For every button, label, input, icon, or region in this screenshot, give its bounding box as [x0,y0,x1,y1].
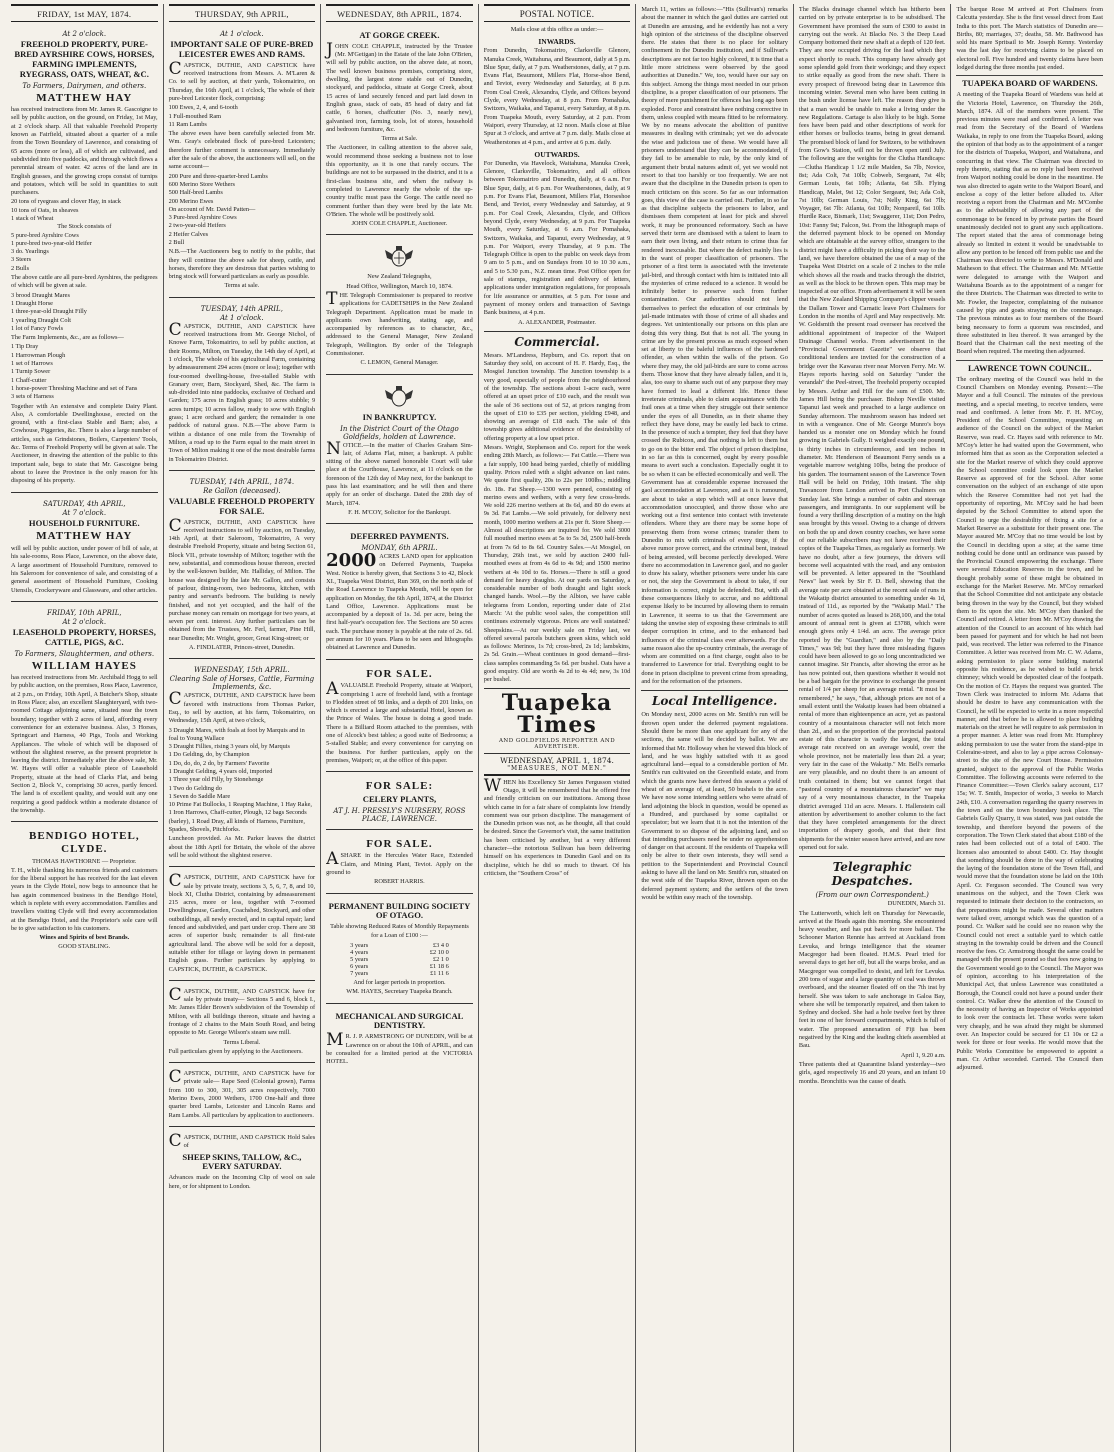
table-row [348,956,451,963]
ad-signature: ROBERT HARRIS. [374,878,425,886]
list-item: The Stock consists of [57,223,112,231]
ad-item-list [11,343,158,401]
ad-heading: FOR SALE. [366,667,433,680]
ad-body: AVALUABLE Freehold Property, situate at Waipori, comprising 1 acre of freehold land, with a frontage to Flodden street of 98 links, and a depth of 201 links, on which is erected a large and substantial Hotel, known as the Prince of Wales. The house is doing a good trade. There is a Billiard Room attached to the premises, with one of Alcock's best tables; a good suite of Bedrooms; a 5-stalled Stable; and every convenience for carrying on the business. For further particulars, apply on the premises, Waipori; or, at the office of this paper. [326,679,473,764]
ad-heading: FOR SALE: [365,780,434,793]
table-row [348,970,451,977]
list-item: 5 pure-bred Ayrshire Cows [11,231,79,239]
commercial-article: Messrs. M'Landress, Hepburn, and Co. report that on Saturday they sold, on account of H. F. Hardy, Esq., the Mosgiel Junction township. The Junction township is a very good, especially of people from the neighbourhood of the township. The sections about 1-acre each, were offered at an upset price of £10 each, and the result was the sale of 36 sections out of 52, at prices ranging from the upset of £10 to £35 per section, yielding £948, and showing an average of £18 each. The sale of this township gives additional evidence of the desirability of offering property at a low upset price. [483,351,631,442]
ad-body: Advances made on the Incoming Clip of wool on sale here, or for shipment to London. [168,1174,316,1190]
column-4 [479,4,637,1452]
list-item: 3 do. Yearlings [11,248,49,256]
ad-heading: BENDIGO HOTEL, CLYDE. [29,830,140,855]
ad-item-list [11,292,158,333]
list-item: 2 Bull [168,238,185,246]
ad-body: The above ewes have been carefully selected from Mr. Wm. Gray's celebrated flock of pure-bred Leicesters; therefore further comment is unnecessary. Immediately after the sale of the above, the auctioneers will sell, on the same account— [168,130,316,171]
postmaster-signature: A. ALEXANDER, Postmaster. [518,318,596,326]
list-item: 3 Draught Fillies, rising 3 years old, by Marquis [168,743,290,751]
ad-terms: Terms Liberal. [223,1038,261,1046]
table-cell: 3 years [350,941,369,949]
list-item: 2 Bulls [11,264,30,272]
ad-heading: FREEHOLD PROPERTY, PURE-BRED AYRSHIRE COWS, HORSES, FARMING IMPLEMENTS, RYEGRASS, OATS, WHEAT, &C. [14,39,155,79]
list-item: 1 three-year-old Draught Filly [11,308,87,316]
board-of-wardens-report: A meeting of the Tuapeka Board of Wardens was held at the Victoria Hotel, Lawrence, on Thursday the 26th, March, 1874. All of the members were present. The previous minutes were read and confirmed. A letter was read from the Secretary of the Board of Wardens Waikaka, in reply to one from the Tuapeka Board, asking the opinion of that body as to the appointment of a ranger for the districts of Tuapeka, Waipori, and Waitahuna, and concurring in that view. The Chairman was directed to reply thereto, stating that as no reply had been received from Waipori nothing could be done in the meantime. He was also directed to again write to the Waipori Board, and enclose a copy of the letter before alluded to. After receiving a report from the Chairman and Mr. M'Combe as to the advisability of allowing any part of the commonage to be fenced in by private parties the Board unanimously decided not to grant any such applications. The report stated that the area of commonage being already so limited in extent it would be unadvisable to allow any portion to be fenced off from public use and the Chairman was directed to write to Messrs. M'Donald and Matheson to that effect. The Chairman and Mr. M'Gettie were delegated to arrange with the Waipori and Waitahuna Boards as to the appointment of a ranger for the three Districts. The Chairman was directed to write to Mr. Fowler, the Inspector, complaining of the nuisance caused by pigs and goats straying on the commonage. The previous minutes as to four members of the Board being necessary to form a quorum was rescinded, and three substituted in lieu thereof. It was arranged by the Board that the Chairman call the next meeting of the Board when required. The meeting then adjourned. [956,91,1104,356]
list-item: 1 yearling Draught Colt [11,316,71,324]
editorial-article-continued: March 11, writes as follows:—"His (Sullivan's) remarks about the manner in which the gaol duties are carried out at Dunedin are amusing, and he evidently has not a very high opinion of the strictness of the discipline observed there. He states that there is no place for solitary confinement in the Dunedin institution, and if Sullivan's descriptions are not far too highly colored, it is time that a little more strictness were observed by the good authorities at Dunedin." We, too, would have our say on this subject. Among the things most needed in our prison discipline, is a proper classification of our prisoners. The theory of mere punishment for offences has long ago been exploded. Force and constraint have nothing corrective in them, unless coupled with means fitted to be reformatory. We by no means advocate the abolition of punitive measures in dealing with criminals; yet we do advocate the wise and judicious use of these. We would have all prisoners understand that they can be accommodated, if they fail to be amenable to rule, by the only kind of argument their brutal natures admit of, yet we would not resort to that too harshly or too frequently. We are not aware that the discipline in the Dunedin prison is open to much criticism on this score. So far as our information goes, this view of the case is carried out. Further, in so far as that discipline subjects the prisoners to labor, and dismisses them competent at least for pick and shovel work, it may be pronounced reformatory. Such as have served their term are dismissed with a talent to learn to earn their own living, and their return to crime thus far rendered inexcusable. But where the defect mainly lies is in the want of proper classification of prisoners. The prisoner of a first term is associated with the inveterate jail-bird, and through contact with him is initiated into all the mysteries of crime reduced to a science. It would be infinitely better to preserve such from further contamination. Our authorities should not lend themselves to perfect the education of our criminals by jail-made intimates with those of crime of all shades and degrees. Yet unintentionally our prisons on this plan are doing this very thing. But that is not all. The young in crime are by the present process as much exposed when set at liberty to the baleful influences of the hardened offender, as when within the walls of the prison. Go where they may, the old jail-birds are sure to come across them. Those know that they have already fallen, and it is, alas, too easy to shame such out of any purpose they may have formed to lead a different life. Hence these inveterate criminals, able to claim acquaintance with the frail ones at a time when they struggle out their sentence under the eyes of all Dunedin, as in their shame they reflect they have done, may be easily led back to crime. In the presence of such a tempter, they feel that they have crossed the Rubicon, and that nothing is left to them but to go on to the bitter end. The object of prison discipline, in so far as this is concerned, ought by every possible means to avert such a conclusion. Especially ought it to be so when it can be effected economically and well. The Government has at considerable expense increased the gaol accommodation at Lawrence, and as it is rumoured, are about to take a step which will at once leave that accommodation unoccupied, and throw those who are working out a first sentence into contact with inveterate offenders. Where they are there may be some hope of preserving them from worse crimes; transfer them to Dunedin to mix with criminals of every tinge, if the above rumor prove correct, and the criminal bent, instead of being arrested, will become perfectly developed. Were there no accommodation in Lawrence gaol, and no gaoler to draw his salary, whether prisoners were under his care or not, the step the Government is about to take, if our information is correct, might be defended. But, with all these consequences likely to accrue, and no additional expense likely to be incurred by allowing them to remain in Lawrence, it seems to us that the Government are taking the unwise step of exposing these criminals to still deeper corruption in crime, and to the enhanced bad influences of the criminal class ever afterwards. For the same reason also the up-country criminals, the average of whom are committed on a first charge, ought also to be transferred to Lawrence for trial. Everything ought to be done in prison discipline to prevent crime from spreading, and for the reformation of the prisoners. [641,6,788,686]
ad-footer: GOOD STABLING. [58,943,111,951]
ad-body: MR. J. P. ARMSTRONG OF DUNEDIN, Will be at Lawrence on or about the 10th of APRIL, and can be consulted for a limited period at the VICTORIA HOTEL. [326,1030,473,1066]
advertisement-fairfield-sale [11,26,158,493]
list-item: 3 Draught Mares, with foals at foot by Marquis and in foal to Young Wallace [168,726,305,742]
list-item: 2 Heifer Calves [168,230,209,238]
ad-body: CAPSTICK, DUTHIE, AND CAPSTICK have for private sale— Rape Seed (Colonial grown), Farms from 100 to 300, 301, 305 acres respectively, 7000 Merino Ewes, 2000 Wethers, 1700 One-half and three quarter bred Lambs, Leicester and Lincoln Rams and Ram Lambs. All particulars by application to auctioneers. [168,1067,316,1119]
ad-body: JOHN COLE CHAPPLE, instructed by the Trustee (Mr. M'Getigan) in the Estate of the late John O'Brien, will sell by public auction, on the above date, at noon, The well known business premises, comprising store, dwelling, the largest stone stable out of Dunedin, stockyard, and paddocks, situate at Gorge Creek, about 15 acres of land securely fenced and part laid down in English grass, stack of oats, 85 head of dairy and fat cattle, 6 horses, chaffcutter (No. 3, nearly new), galvanised iron, farming tools, lot of stores, household and bedroom furniture, &c. [326,39,473,133]
advertisement-bendigo-hotel [11,825,158,958]
acreage-figure: 2000 [326,550,377,572]
ad-subheading: To Farmers, Slaughtermen, and others. [14,649,155,658]
issue-date: WEDNESDAY, APRIL 1, 1874. [484,753,631,765]
divider [956,360,1103,361]
ad-item-list [11,198,158,273]
advertisement-hercules-share [326,833,473,894]
list-item: 3 brood Draught Mares [11,291,70,299]
ad-body: has received instructions from Mr. Archibald Hogg to sell by public auction, on the premises, Ross Place, Lawrence, at 2 p.m., on Friday, 10th April, A Butcher's Shop, situate in Ross Place; also, an excellent Slaughteryard, with two-roomed Cottage adjoining same, situated near the town boundary; together with 2 acres of land, affording every convenience for an extensive business. Also, 3 Horses, Springcart and Harness, 40 Pigs, Tools and Working Appliances. The whole of which will be disposed of without the slightest reserve, as the present proprietor is leaving the district. Immediately after the above sale, Mr. W. Hayes will offer a valuable piece of Leasehold Property, situate at the head of Clarks Flat, and being Section 2, Block V., comprising 30 acres, partly fenced. The land is of excellent quality, and would suit any one requiring a good paddock within a moderate distance of the township. [11,674,158,814]
ad-heading: MECHANICAL AND SURGICAL DENTISTRY. [335,1010,464,1031]
advertisement-milton-sections [169,984,316,1063]
telegraphic-text: Three patients died at Quarantine Island yesterday—two girls, aged respectively 16 and 20 years, and an infant 10 months. Bronchitis was the cause of death. [798,1060,946,1085]
ad-body: And for larger periods in proportion. [353,978,446,986]
list-item: 100 Ewes, 2, 4, and 6-tooth [168,104,238,112]
column-1 [6,4,164,1452]
list-item: 1 Harrowman Plough [11,351,66,359]
ad-signature: A. FINDLATER, Princes-street, Dunedin. [188,644,295,652]
column-date-header: THURSDAY, 9th APRIL, [169,4,316,22]
telegraphic-dateline: DUNEDIN, March 31. [887,900,946,908]
list-item: 200 Merino Ewes [168,197,214,205]
list-item: 1 Full-mouthed Ram [168,112,222,120]
postal-inwards-text: From Dunedin, Tokomairiro, Clarksville Glenore, Manuka Creek, Waitahuna, and Beaumont, daily at 5 p.m. Blue Spur, daily, at 7 p.m. Weatherstones, daily, at 7 p.m. Evans Flat, Beaumont, Millers Flat, Horse-shoe Bend, and Teviot, every Wednesday and Saturday, at 8 p.m. From Coal Creek, Alexandra, Clyde, and Offices beyond Clyde, every Wednesday, at 8 p.m. From Pomahaka, Switzers, Waikaka, and Tapanui, every Saturday, at 8 p.m. From Tuapeka Mouth, every Saturday, at 2 p.m. From Waipori, every Thursday, at 12 noon. Mails close at Blue Spur at 3 o'clock, and arrive at 7 p.m. daily. Mails close at Weatherstones at 4 p.m., and arrive at 6 p.m. daily. [483,47,631,146]
ad-date: TUESDAY, 14th APRIL, [200,304,283,313]
ad-heading: LEASEHOLD PROPERTY, HORSES, CATTLE, PIGS, &C. [12,626,156,647]
ad-body: Table showing Reduced Rates of Monthly Repayments for a Loan of £100 :— [330,923,469,939]
ad-subheading: Re Gallon (deceased). [203,486,281,495]
table-cell: £1 18 6 [429,962,449,970]
ad-item-list [169,727,316,835]
list-item: 1 Draught Horse [11,299,53,307]
list-item: 1 pure-bred two-year-old Heifer [11,239,92,247]
ad-footer: Wines and Spirits of best Brands. [39,934,130,942]
ad-heading: FOR SALE. [366,837,433,850]
list-item: 10 tons of Oats, in sheaves [11,206,79,214]
ad-body: N.B.—The Auctioneers beg to notify to the public, that they will continue the above sale for sheep, cattle, and horses, therefore they are desirous that parties wishing to bring stock will forward particulars as early as possible. [168,248,316,281]
postal-outwards-text: For Dunedin, via Havelock, Waitahuna, Manuka Creek, Glenore, Clarksville, Tokomairiro, and all offices between Tokomairiro and Dunedin, daily, at 6 a.m. For Blue Spur, daily, at 6 p.m. For Weatherstones, daily, at 9 p.m. For Evans Flat, Beaumont, Millers Flat, Horseshoe Bend, and Teviot, every Wednesday and Saturday, at 9 p.m. For Coal Creek, Alexandra, Clyde, and Offices beyond Clyde, every Wednesday, at 9 p.m. For Tuapeka Mouth, every Saturday, at 6 a.m. For Pomahaka, Switzers, Waikaka, and Tapanui, every Wednesday, at 9 p.m. For Waipori, every Thursday, at 9 p.m. The Telegraph Office is open to the public on week days from 9 am to 5 p.m., and on Sundays from 10 to 10 30 a.m., and 5 to 5.30 p.m., N.Z. mean time. Post Office open for sale of stamps, registration and delivery of letters, applications under immigration regulations, for proposals for life assurance or annuities, at 5 p.m. For issue and payment of money orders and transaction of Savings Bank business, at 4 p.m. [483,159,631,317]
ad-terms: Terms at sale. [224,282,260,290]
divider [956,75,1103,76]
ad-heading: PERMANENT BUILDING SOCIETY OF OTAGO. [328,900,471,921]
list-item: 1 Do, do, do, 2 do, by Farmers' Favorite [168,759,270,767]
ad-time: At 7 o'clock. [62,508,107,517]
ad-signature: F. H. M'COY, Solicitor for the Bankrupt. [348,508,451,516]
table-row [348,963,451,970]
telegraphic-dateline: April 1, 9.20 a.m. [900,1051,946,1059]
outwards-heading: OUTWARDS. [534,149,580,159]
advertisement-leicester-ewes [169,26,316,298]
table-row [348,949,451,956]
list-item: 1 stack of Wheat [11,215,54,222]
local-news-text: The Blacks drainage channel which has hitherto been carried on by private enterprise is to be subsidised. The Government have promised the sum of £300 to assist in carrying out the work. At Blacks No. 3 the Deep Lead Company bottomed their new shaft at a depth of 120 feet. They are now occupied driving for the lead which they expect shortly to reach. This company have already got some splendid gold from their workings; and they expect to strike equally as good from the new shaft. There is every prospect of firewood being dear in Lawrence this incoming winter. Several men who have been cutting in the bush under license have left. The reason they give is that a man would be unable to make a living under the new Regulations. Cartage is also likely to be high. Some fees have been paid and other descriptions of work for either horses or bullocks teams, being in great demand. The promised block of land for Switzers, to be withdrawn from Gow's Station, will not be thrown open until July. The following are the weights for the Clutha Handicaps:—Clutha Handicap 1 1/2 mile Maiden, Sa 7lb, Novice, 8st; Ada Colt, 7st 10lb; Cobweb, Sergeant, 7st 4lb; German Louis, 6st 10lb; Atlanta, 6st 5lb. Flying Handicap, Malet, 9st 12; Color Sergeant, 9st; Ada Colt, 7st 10lb; German Louis, 7st; Nelly King, 6st 7lb; Voyager, 6st 7lb: Atlanta, 6st 10lb; Nonpareil, 6st 10lb. Hurdle Race, Bismark, 11st; Swaggerer, 11st; Don Pedro, 10st: Fanny 9st; Falcon, 9st. From the lithograph maps of the deferred payment block to be opened on Monday which are obtainable at the survey office, strangers to the district might have a difficulty in picking their way to the land, we have therefore obtained the use of a map of the Tuapeka West District on a scale of 2 inches to the mile which shows all the roads and tracks through the district, as well as the block to be thrown open. This map may be inspected at our office. From advertisement it will be seen that the New Zealand Shipping Company's clipper vessels the Dallam Tower and Carnatic leave Port Chalmers for London in the months of April and May respectively. Mr. W. Goldsmith the present road overseer has received the additional appointment of inspector of the Waipori Drainage Channel works. From advertisement in the "Provincial Government Gazette" we observe that conditional tenders are invited for the construction of a bridge over the Kawarau river near Morven Ferry. Mr. W. Hayes reports having sold on Saturday "under the verandah" the Peel-street, The freehold property occupied by Messrs. Arthur and Hill for the sum of £500. Mr. James Hill being the purchaser. Bishop Neville visited Tapanui last week and preached to a large audience on Sunday afternoon. The mushroom season has indeed set in with a vengeance. One of Mr. George Munro's boys handed us a monster one on Monday which he found growing in Gabriels Gully. It weighed exactly one pound, is thirty inches in circumference, and ten inches in diameter. Mr. Henderson of Beaumont Ferry sends us a vegetable marrow weighing 10lbs, being the produce of his garden. The tournament season of the Lawrence Town Hall will be held on Friday, 10th instant. The ship Travancore from London arrived in Port Chalmers on Sunday last. She brings a number of cabin and steerage passengers, and immigrants. In our supplement will be found a very thrilling description of a mutiny on the high seas brought by this vessel. Owing to a change of drivers on both the up and down country coaches, we have some of our reliable subscribers may not have received their copies of the Tuapeka Times, as regularly as formerly. We have no doubt, after a few journeys, the drivers will become well acquainted with the road, and any omission will be prevented. A letter appeared in the "Southland News" last week by Sir F. D. Bell, showing that the average rate per acre obtained at the recent sale of runs in the Wakatip district amounted to something under 4s 1d, instead of 11d., as reported by the "Wakatip Mail." The number of acres quoted as leased is 268,100, and the total amount of annual rent is given at £3788, which were enough gives only 4 1/4d. an acre. The average price reported by the "Guardian," and also by the "Daily Times," was 9d; but they have three misleading figures could have been allowed to go so long uncontradicted we cannot imagine. Sir Francis, after showing the error as he has now pointed out, then questions whether it would not be a bad bargain for the province to exchange the present rental of 1/4 per sheep for an average rental. "It must be remembered," he says, "that, although prices are not of a small extent until the Wakatip leases had been obtained a rental of more than eighteenpence an acre, yet as pastoral country of a mountainous character will not fetch more than 2d., and so the proportion of the provincial pastoral estate of this character is vastly the largest, the total average rate received on an average would, over the whole province, not be materially less than 2d. a year; very fair in the case of the Wakatip." Mr. Bell's remarks are very plausible, and no doubt there is an amount of truth contained in them; but we cannot forget that "pastoral country of a mountainous character" we may say of a very mountainous character, in the Tuapeka district averaged 11d an acre. Messrs. I. Hallenstein call attention by advertisement to another column to the fact that they have completed arrangements for the direct importation of drapery goods, and that their first shipments for the winter season have arrived, and are now opened out for sale. [798,6,946,851]
list-item: 20 tons of ryegrass and clover Hay, in stack [11,198,121,206]
ad-heading: VALUABLE FREEHOLD PROPERTY FOR SALE. [168,495,315,516]
postal-intro: Mails close at this office as under:— [510,26,604,33]
ad-signature: JOHN COLE CHAPPLE, Auctioneer. [351,220,448,228]
ad-date: SATURDAY, 4th APRIL, [43,499,126,508]
advertisement-gallon-estate [169,474,316,660]
column-3 [321,4,479,1452]
telegraphic-text: The Lutterworth, which left on Thursday for Newcastle, arrived at the Heads again this morning. She encountered heavy weather, and has put back for more ballast. The Schooner Marion Rennie has arrived at Auckland from Levuka, and brings intelligence that the steamer Macgregor had been floated. H.M.S. Pearl tried for several days to get her off, but all the warps broke, and as Macgregor was compelled to desist, and left for Levuka. 200 tons of sugar and a large quantity of coal was thrown overboard, and the steamer floated off on the 7th inst by herself. She was taken to safe anchorage in Galoa Bay, where she will be temporarily repaired, and then taken to Sydney and docked. She had a hole twelve feet by three feet in one of her forward compartments, which is full of water. The proposed annexation of Fiji has been negatived by the King and the leading chiefs assembled at Bau. [798,909,946,1050]
list-item: 3 Steers [11,256,32,264]
list-item: 3 sets of Harness [11,393,54,401]
ad-body: Together with An extensive and complete Dairy Plant. Also, A comfortable Dwellinghouse, erected on the ground, with a first-class Stable and Barn; also, a Cowhouse, Piggeries, &c. There is also a large number of articles, such as Grindstones, Boilers, Carpenters' Tools, &c. Terms of Freehold Property will be given at sale. The Auctioneer, in drawing the attention of the public to this important sale, begs to state that Mr. Gascoigne being about to leave the Province is the only reason for his disposing of his property. [11,402,158,485]
column-5 [636,4,794,1452]
ad-item-list [169,104,316,129]
postal-notice-heading: POSTAL NOTICE. [484,4,631,22]
advertisement-clearing-sale [169,662,316,867]
advertisement-celery-plants [326,775,473,830]
column-date-header: WEDNESDAY, 8th APRIL, 1874. [326,4,473,22]
advertisement-private-sale [169,1066,316,1127]
table-row [348,942,451,949]
newspaper-title: Tuapeka Times [501,689,613,738]
list-item: 600 Merino Store Wethers [168,180,235,188]
column-6 [794,4,952,1452]
ad-body: ASHARE in the Hercules Water Race, Extended Claim, and Mining Plant, Teviot. Apply on the ground to [326,849,473,877]
auctioneer-name: MATTHEW HAY [36,530,133,543]
royal-crest-icon [381,244,417,270]
shipping-news-text: The barque Rose M arrived at Port Chalmers from Calcutta yesterday. She is the first vessel direct from East India to this port. The March statistics of Dunedin are—Births, 80; marriages, 37; deaths, 58. Mr. Bathwood has sold his mare Spritsail to Mr. Joseph Kenny. Yesterday was the last day for receiving claims to be placed on electoral roll. Five hundred and twenty claims have been lodged during the three months just ended. [956,6,1104,72]
ad-date: FRIDAY, 10th APRIL, [47,608,122,617]
ad-terms: Terms at Sale. [381,135,418,143]
ad-heading: IN BANKRUPTCY. [362,411,437,422]
ad-signature: WM. HAYES, Secretary Tuapeka Branch. [346,988,453,996]
ad-subheading: Clearing Sale of Horses, Cattle, Farming Implements, &c. [169,675,315,692]
column-7 [951,4,1108,1452]
ad-subheading: To Farmers, Dairymen, and others. [22,81,147,90]
ad-heading: New Zealand Telegraphs, [367,273,432,281]
list-item: 1 Do Gelding, do, by Champion [168,751,250,759]
list-item: 1 Chaff-cutter [11,376,47,384]
advertisement-knowe-farm [169,301,316,471]
advertisement-telegraph-cadetships [326,238,473,374]
ad-heading: HOUSEHOLD FURNITURE. [28,517,140,528]
list-item: 1 Draught Gelding, 4 years old, imported [168,767,273,775]
ad-time: At 1 o'clock. [220,30,264,38]
commercial-article: Messrs. Wright, Stephenson and Co. report for the week ending 28th March, as follows:— Fat Cattle.—There was a fair supply, 100 head being yarded, chiefly of middling quality. Prices ruled with a slight advance on last rates. We quote first quality, 20s to 22s per 100lbs.; middling do. 18s. Fat Sheep.—1300 were penned, consisting of merino ewes and wethers, with a very few cross-breds. We sold 226 merino wethers at 8s 6d, and 80 do ewes at 9s 3d. Fat Lambs.—We sold privately, for delivery next month, 1000 merino wethers at 21s per ft. Store Sheep.—Almost all descriptions are inquired for. We sold 3000 full mouthed merino ewes at 5s to 5s 3d, 2500 half-breds at from 7s 6d to 8s 6d. Country Sales.—At Mosgiel, on Thursday, 26th inst., we sold by auction 2400 full-mouthed ewes at from 4s 6d to 4s 9d; and 1500 merino wethers at 4s 10d to 6s. Horses.—There is still a good demand for heavy draughts. At our yards on Saturday, a considerable number of both draught and light stock changed hands. Wool.—By the Albion, we have cable telegrams from London, reporting under date of 21st March: 'At the public wool sales, the competition still continues extremely vigorous. Prices are well sustained.' Sheepskins.—At our weekly sale on Friday last, we offered several parcels butchers green skins, which sold as follows: Merinos, 1s 7d; cross-bred, 2s 1d; lambskins, 2s 5d. Grain.—Wheat continues in good demand—first-class samples commanding 5s 6d. per bushel. Oats have a good enquiry. Old are worth 4s 2d to 4s 4d; new, 3s 10d per bushel. [483,444,631,684]
ad-body: The above cattle are all pure-bred Ayrshires, the pedigrees of which will be given at sale. [11,274,158,290]
list-item: 1 Turnip Sower [11,368,51,376]
list-item: 1 horse-power Threshing Machine and set of Fans [11,384,138,392]
local-intelligence-title: Local Intelligence. [641,690,788,708]
ad-body: CAPSTICK, DUTHIE, AND CAPSTICK have received instructions to sell by auction, on Tuesday, 14th April, at their Saleroom, Tokomairiro, A very desirable Freehold Property, situate and being Section 61, Block VII., private township of Milton; together with the new, substantial, and commodious house thereon, erected by the well-known builder, Mr. Halliday, of Milton. The house was designed by the late Mr. Gallon, and consists of parlour, dining-room, two bedrooms, kitchen, with pantry and servant's bedroom. The building is newly finished, and not yet occupied, and the half of the purchase money can remain on mortgage for two years, at seven per cent. interest. Any further particulars can be obtained from the Trustees, Mr. Ferl, farmer, Pine Hill, near Dunedin; Mr. Wright, grocer, Great King-street; or [168,515,316,642]
advertisement-household-furniture [11,496,158,602]
list-item: 2 two-year-old Heifers [168,222,226,230]
list-item: 1 Two do Gelding do [168,784,222,792]
list-item: 11 Ram Lambs [168,120,207,128]
royal-crest-icon [381,384,417,410]
repayment-table [348,942,451,977]
ad-body: CAPSTICK, DUTHIE, AND CAPSTICK have received instructions from Mr. George Nichol, of Knowe Farm, Tokomairiro, to sell by public auction, at their Rooms, Milton, on Tuesday, the 14th day of April, at 1 o'clock, The whole of his agricultural Farm, containing by admeasurement 294 acres (more or less); together with four-roomed dwelling-house, five-stalled Stable with Granary over, Barn, Stockyard, Shed, &c. The farm is sub-divided into nine paddocks, exclusive of Orchard and Garden; 175 acres in English grass; 10 acres stubble; 9 acres turnips; 10 acres fallow, ready to sow with English grass; 1 acre orchard and garden; the remainder is one paddock of natural grass. N.B.—The above Farm is within a distance of one mile from the Township of Milton, a road up to the Farm equal to the main street in Town of Milton making it one of the most desirable farms in Tokomairiro District. [168,319,316,463]
ad-body: will sell by public auction, under power of bill of sale, at his sale-rooms, Ross Place, Lawrence, on the above date, A large assortment of Household Furniture, removed to his Saleroom for convenience of sale, and consisting of a general assortment of Household Furniture, Cooking Utensils, Crockeryware and Glassware, and other articles. [11,545,158,594]
ad-body: CAPSTICK, DUTHIE, AND CAPSTICK Hold Sales of [168,1130,316,1151]
ad-body: T. H., while thanking his numerous friends and customers for the liberal support he has received for the last eleven years in the Clyde Hotel, now begs to announce that he has again commenced business in the Bendigo Hotel, which is replete with every accommodation. Families and travellers visiting Clyde will find every accommodation at the Bendigo Hotel, and the Proprietor's sole care will be to give satisfaction to his customers. [11,866,158,932]
town-council-report: The ordinary meeting of the Council was held in the Council Chambers on Monday evening. Present:—The Mayor and a full Council. The minutes of the previous meeting, and a special meeting, to receive tenders, were read and confirmed. A letter from Mr. F. H. M'Coy, President of the School Committee, requesting an audience of the Council on the subject of the Market Reserve, was read. Cr. Hayes said with reference to Mr. M'Coy's letter he had waited upon the Government, who informed him that as soon as the Corporation selected a site for the Market reserve of which they could approve the School committee could look upon the Market Reserve as approved of for the School. After some conversation on the subject of an exchange of site upon which the Reserve Committee had not yet had the opportunity of reporting, Mr. M'Coy said he had been deputed by the School Committee to attend upon the Council to urge the desirability of fixing a site for a Market Reserve as a substitute for their present one. The Mayor assured Mr. M'Coy that no time would be lost by the Council in deciding upon a site; at the same time nothing could be done until an ordinance was passed by the Provincial Council empowering the exchange. There were several Education Reserves in the town, and he thought probably some of these might be obtained in exchange for the Market Reserve. Mr. M'Coy remarked that the School Committee did not anticipate any obstacle being thrown in the way by the Council, but they wished them to fix upon the site. Mr. M'Coy then thanked the Council and retired. A letter from Mr. M'Coy drawing the attention of the Council to an account of his which had been passed for payment and for which he had not been paid, was received. The letter was referred to the Finance Committee. A letter was received from Mr. C. W. Adams, asking permission to place some building material opposite his residence, as he wished to build a brick chimney; which would be deposited clear of the footpath. On the motion of Cr. Hayes the request was granted. The Town Clerk was instructed to inform Mr. Adams that should he desire to have any communication with the Council, he will be expected to write in a more respectful manner, and that before he is allowed to place building materials on the street he will require to ask permission in a proper manner. A letter was read from Mr. Humphrey asking permission to use the water from the stand-pipe in Coleraine-street, and also to lay a pipe across Colonsay-street to the site of the new Court House. Permission granted, subject to the approval of the Public Works Committee. The following accounts were referred to the Finance Committee:—Town Clerk's salary account, £17 15s; W. T. Smith, Inspector of works, 3 weeks to March 24th, £10. A conversation regarding the quarry reserves in the town and on the town boundary took place. The Gabriels Gully Quarry, it was stated, was just outside the township, and therefore beyond the powers of the corporation. The Town Clerk stated that about £180 of the rates had been collected out of a total of £400. The licenses also amounted to about £400. Cr. Hay thought that something should be done in the way of celebrating the laying of the foundation stone of the Town Hall, and would move that the foundation stone be laid on the 10th April. Cr. Ferguson seconded. The Council was very unanimous on the subject, and the Town Clerk was requested to intimate their decision to the contractors, so that preparations might be made. Several other matters were talked over, amongst which was the question of a pound. Cr. Walker said he could see no reason why the Council could not erect a suitable yard to which cattle straying in the township could be driven and the Council receive the fees. Cr. Armstrong thought the same could be managed with the present pound so that fees now going to the Government would go to the Council. The Mayor was of opinion, according to his interpretation of the Municipal Act, that unless Lawrence was constituted a Borough, the Council could not have a pound under their control. Cr. Walker drew the attention of the Council to the necessity of having an Inspector of Works appointed to look over the contracts let. These works were taken very cheaply, and he was afraid they might be slummed over. An Inspector could be secured for £1 10s or £2 a week for three or four weeks. He would move that the Public Works Committee be empowered to appoint a man. Cr. Arthur seconded. Carried. The Council then adjourned. [956,375,1104,1072]
town-council-heading: LAWRENCE TOWN COUNCIL. [967,362,1092,373]
ad-body: CAPSTICK, DUTHIE, AND CAPSTICK have for sale by private treaty, sections 3, 5, 6, 7, 8, and 10, block XI, Clutha District, containing by admeasurement 215 acres, more or less, together with 7-roomed Dwellinghouse, Garden, Coachshed, Stockyard, and other outbuildings, all newly erected, and in capital repair; land fenced and subdivided, and part under crop. There are 38 acres of superior bush; remainder is all first-rate agricultural land. The above will be sold for a deposit, suitable either for tillage or laying down in permanent English grass. Further particulars by applying to CAPSTICK, DUTHIE, & CAPSTICK. [168,871,316,973]
advertisement-dentistry [326,1007,473,1073]
table-cell: 4 years [350,948,369,956]
newspaper-tagline: AND GOLDFIELDS REPORTER AND ADVERTISER. [498,737,616,750]
ad-heading: SHEEP SKINS, TALLOW, &C., EVERY SATURDAY. [182,1151,302,1172]
advertisement-sheep-skins [169,1130,316,1197]
table-cell: 7 years [350,969,369,977]
inwards-heading: INWARDS. [538,37,576,47]
masthead [484,688,631,776]
advertisement-clutha-sections [169,870,316,981]
ad-item-list [169,173,316,248]
ad-body [326,550,473,653]
list-item: On account of Mr. David Patten— [168,205,256,213]
advertisement-leasehold-property [11,605,158,822]
ad-subheading: In the District Court of the Otago Goldfields, holden at Lawrence. [340,424,459,441]
list-item: 1 lot of Fancy Fowls [11,324,64,332]
column-2 [164,4,322,1452]
list-item: 10 Prime Fat Bullocks, 1 Reaping Machine, 1 Hay Rake, 1 Iron Harrows, Chaff-cutter, Plough, 12 bags Seconds (barley), 1 Road Dray, all kinds of Harness, Furniture, Spades, Shovels, Pitchforks. [168,801,312,834]
ad-date: TUESDAY, 14th APRIL, 1874. [189,477,295,486]
ad-signature: C. LEMON, General Manager. [360,359,439,367]
ad-product: CELERY PLANTS, [362,793,437,804]
table-cell: 6 years [350,962,369,970]
ad-time: At 2 o'clock. [62,617,107,626]
ad-time: At 1 o'clock. [220,313,264,322]
ad-body: Full particulars given by applying to the Auctioneers. [168,1047,303,1055]
list-item: 200 Pure and three-quarter-bred Lambs [168,172,268,180]
table-cell: 5 years [350,955,369,963]
ad-body: The Auctioneer, in calling attention to the above sale, would recommend those seeking a business not to lose this opportunity, as it is one that rarely occurs. The buildings are not to be surpassed in the district, and it is a first-class business site, and when the railway is completed to Lawrence nearly the whole of the up-country traffic must pass the Gorge. The cattle need no comment further than they were bred by the late Mr. O'Brien. The whole will be positively sold. [326,144,473,218]
ad-body: The Farm Implements, &c., are as follows— [11,334,124,342]
ad-heading: AT GORGE CREEK. [359,30,440,40]
list-item: 1 Three year old Filly, by Stonehenge [168,776,264,784]
ad-subheading: Head Office, Wellington, March 10, 1874. [346,282,453,290]
ad-heading: IMPORTANT SALE OF PURE-BRED LEICESTER EWES AND RAMS. [170,39,314,59]
ad-proprietor: THOMAS HAWTHORNE — Proprietor. [32,857,137,865]
list-item: 500 Half-bred Lambs [168,189,223,197]
table-cell: £2 1 0 [432,955,449,963]
ad-subheading: MONDAY, 6th APRIL. [361,544,438,553]
ad-body: CAPSTICK, DUTHIE, AND CAPSTICK have received instructions from Messrs. A. M'Laren & Co. to sell by auction, at their yards, Tokomairiro, on Thursday, the 16th April, at 1 o'clock, The whole of their pure-bred Leicester flock, comprising: [168,58,316,102]
list-item: 1 set of Harrows [11,360,53,368]
advertisement-deferred-payments [326,527,473,659]
table-cell: £2 10 0 [429,948,449,956]
newspaper-motto: "MEASURES, NOT MEN." [507,764,607,772]
ad-time: At 2 o'clock. [62,30,107,38]
list-item: 3 Pure-bred Ayrshire Cows [168,214,237,222]
ad-body: THE Telegraph Commissioner is prepared to receive applications for CADETSHIPS in the New Zealand Telegraph Department. Application must be made in applicants own handwriting, stating age, and accompanied by references as to character, &c., addressed to the General Manager, New Zealand Telegraph, Wellington. By order of the Telegraph Commissioner. [326,289,473,358]
list-item: 1 Tip Dray [11,343,39,351]
ad-heading: DEFERRED PAYMENTS. [350,531,449,542]
board-of-wardens-heading: TUAPEKA BOARD OF WARDENS. [961,78,1098,89]
ad-body: has received instructions from Mr. James R. Gascoigne to sell by public auction, on the ground, on Friday, 1st May, at 2 o'clock sharp. All that valuable Freehold Property known as Fairfield, situated about a quarter of a mile from the Town Boundary of Lawrence, and consisting of 65 acres (more or less), all of which are cultivated, and subdivided into five paddocks, and through which flows a perennial stream of water. 42 acres of the land are in English grasses, and the growing crops consist of turnips and potatoes, which will be sold in quantities to suit purchasers. [11,106,158,197]
local-intelligence-text: On Monday next, 2000 acres on Mr. Smith's run will be thrown open under the deferred payment regulations. Should there be more than one applicant for any of the sections, the same will be decided by ballot. We are informed that Mr. Holloway when he viewed this block of land, and he was highly satisfied with it as good agricultural land—equal to a considerable portion of Mr. Smith's run cultivated on the Greenfield estate, and from which the grants now have derived this season a yield of wheat of an average of, at least, 50 bushels to the acre. We have now some intending settlers who were afraid of land adjoining the block in question, would be opened as a Hundred, and purchased by some capitalist or speculator; but we learn that it is not the intention of the Government to so dispose of the adjoining land, and so that intending purchasers need be under no apprehension of danger on that account. If the residents of Tuapeka will only be alive to their own interests, they will send a petition to the Superintendent and Provincial Council asking to have all the land on Mr. Smith's run, situated on the west side of the Tuapeka River, thrown open on the deferred payment system; and the settlers of the town would be within easy reach of the township. [641,711,788,901]
advertisement-building-society [326,897,473,1004]
advertisement-gorge-creek [326,26,473,235]
table-cell: £3 4 0 [432,941,449,949]
ad-body-text: ACRES LAND open for application on Deferred Payments, Tuapeka West. Notice is hereby given, that Sections 3 to 42, Block XI., Tuapeka West District, Run 369, on the north side of the Road Lawrence to Tuapeka Mouth, will be open for application on Monday, the 6th April, 1874, at the District Land Office, Lawrence. Applications must be accompanied by a deposit of 1s. 3d. per acre, being the first half-year's occupation fee. The Sections are 50 acres each. The purchase money is payable at the rate of 2s. 6d. per annum for 10 years. Plans to be seen and lithographs obtained at Lawrence and Dunedin. [326,553,473,652]
list-item: 1 Seven do Saddle Mare [168,792,231,800]
ad-body: CAPSTICK, DUTHIE, AND CAPSTICK have been favored with instructions from Thomas Parker, Esq., to sell by auction, at his farm, Tokomairiro, on Wednesday, 15th April, at two o'clock, [168,689,316,725]
commercial-section-title: Commercial. [484,331,631,349]
ad-body: CAPSTICK, DUTHIE, AND CAPSTICK have for sale by private treaty— Sections 5 and 6, block I., Mr. James Elder Brown's subdivision of the Township of Milton, with all buildings thereon, situate and having a frontage of 2 chains to the Main South Road, and being opposite to Mr. George Wilson's steam saw mill. [168,984,316,1037]
telegraphic-despatches-title: Telegraphic Despatches. [799,856,946,888]
editorial-article: WHEN his Excellency Sir James Fergusson visited Otago, it will be remembered that he offered free and friendly criticism on our institutions. Among those which came in for a fair share of complaints low friendly comment was our prison discipline. The management of the Dunedin prison was not, as he thought, all that could be desired. Since the Governor's visit, the same institution has been criticised by another, but a very different character—the notorious Sullivan has been delivering himself on his experiences in Dunedin Gaol and on its discipline, which he did so much to thwart. Of his criticism, the "Southern Cross" of [483,775,631,877]
table-cell: £1 11 6 [430,969,449,977]
auctioneer-name: MATTHEW HAY [36,91,133,104]
column-date-header: FRIDAY, 1st MAY, 1874. [11,4,158,22]
telegraphic-subtitle: (From our own Correspondent.) [815,891,929,900]
advertisement-prince-of-wales [326,663,473,773]
ad-body: Luncheon provided. As Mr. Parker leaves the district about the 18th April for Britain, the whole of the above will be sold without the slightest reserve. [168,835,316,859]
ad-body: NOTICE.—In the matter of Charles Graham Sim-lair, of Adams Flat, miner, a bankrupt. A public sitting of the above named honorable Court will take place at the Courthouse, Lawrence, at 11 o'clock on the forenoon of the 12th day of May next, for the bankrupt to pass his last examination; and he will then and there apply for an order of discharge. Dated the 28th day of March, 1874. [326,438,473,507]
ad-subheading: AT J. H. PRESSLY'S NURSERY, ROSS PLACE, LAWRENCE. [333,806,466,823]
auctioneer-name: WILLIAM HAYES [31,659,137,672]
ad-date: WEDNESDAY, 15th APRIL. [194,666,290,675]
advertisement-bankruptcy [326,378,473,525]
